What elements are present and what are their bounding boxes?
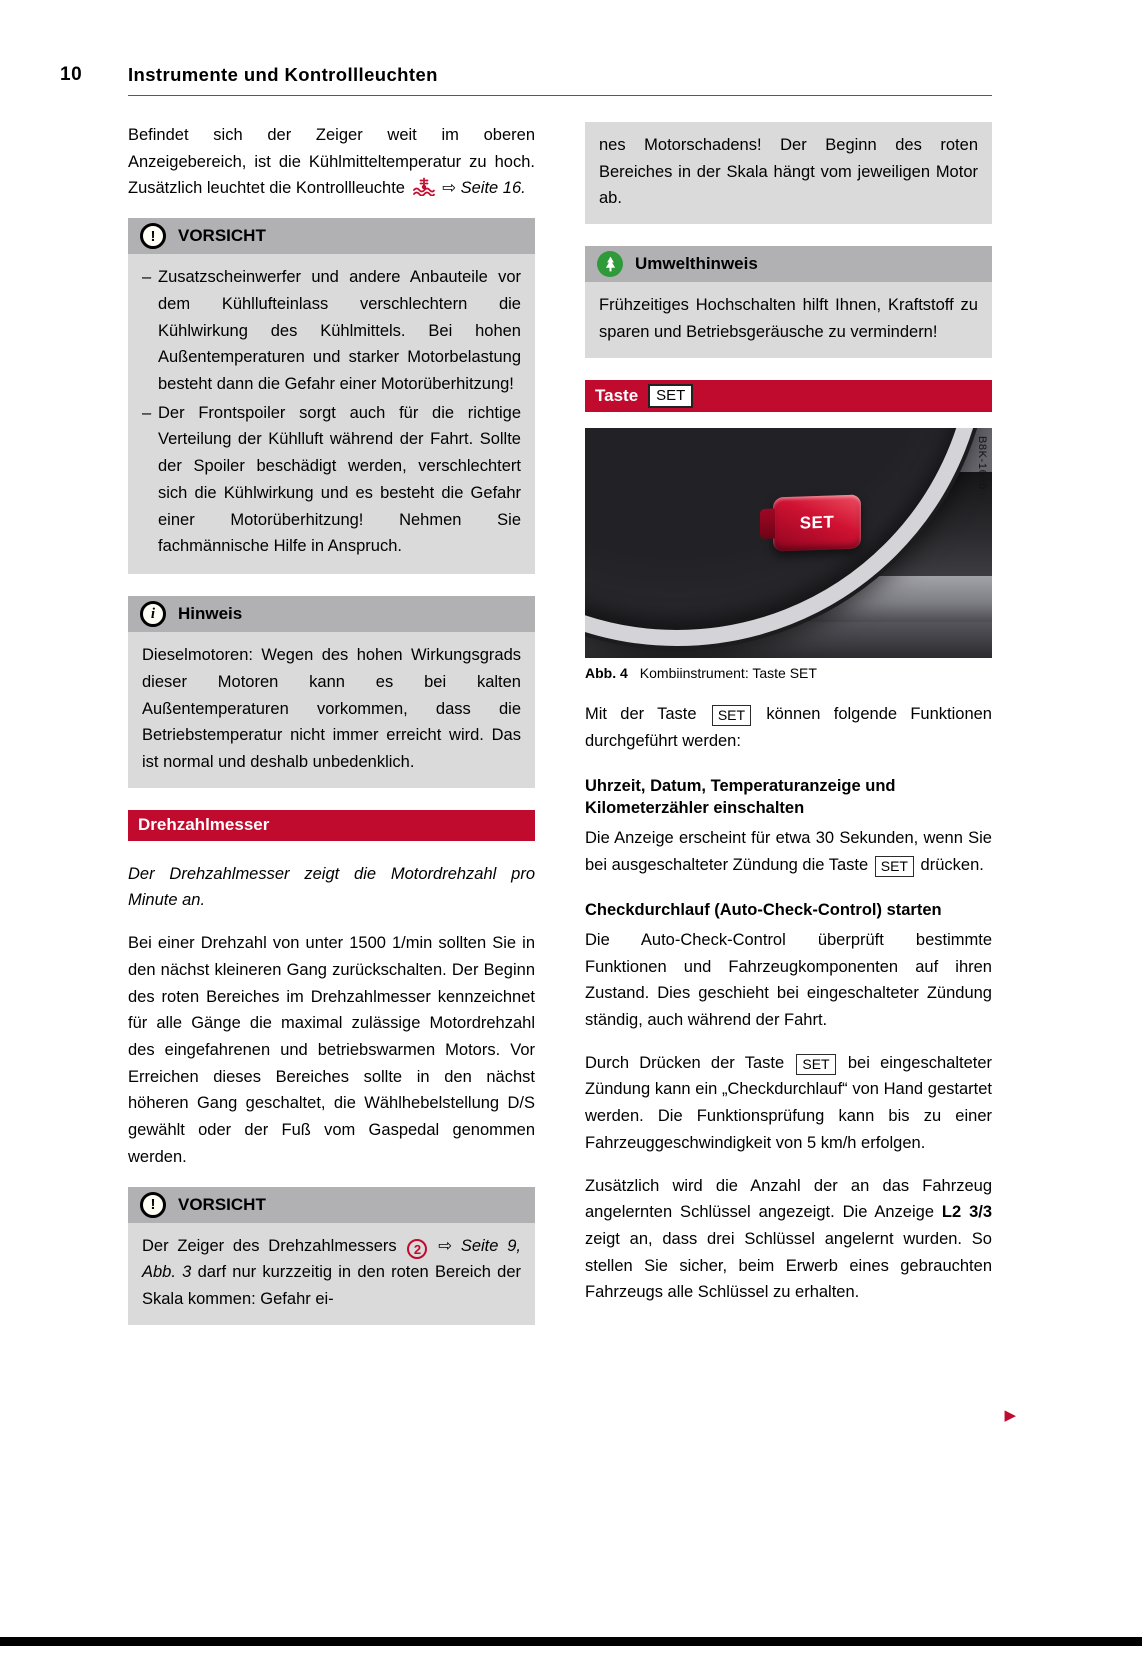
column-right <box>585 122 992 1347</box>
caution-box-2 <box>128 1187 535 1325</box>
caution-box-body <box>128 254 535 574</box>
paragraph-text: Mit der Taste <box>585 705 710 724</box>
eco-box-body: Frühzeitiges Hochschalten hilft Ihnen, Kraftstoff zu sparen und Betriebsgeräusche zu vermindern! <box>585 282 992 357</box>
note-box <box>128 596 535 788</box>
drehzahl-paragraph: Bei einer Drehzahl von unter 1500 1/min sollten Sie in den nächst kleineren Gang zurückschalten. Der Beginn des roten Bereiches im Drehzahlmesser kennzeichnet für alle Gänge die maximal zulässige Motordrehzahl des eingefahrenen und betriebswarmen Motors. Vor Erreichen dieses Bereiches sollte in den nächst höheren Gang geschaltet, die Wählhebelstellung D/S gewählt oder der Fuß vom Gaspedal genommen werden. <box>128 934 535 1166</box>
info-glyph: i <box>150 605 156 622</box>
check-paragraph-1: Die Auto-Check-Control überprüft bestimmte Funktionen und Fahrzeugkomponenten auf ihren Zustand. Dies geschieht bei eingeschalteter Zündung ständig, auch während der Fahrt. <box>585 930 992 1030</box>
set-key-label: SET <box>717 707 746 724</box>
section-header-taste-set <box>585 380 992 412</box>
instrument-cluster-photo <box>585 428 992 658</box>
eco-title: Umwelthinweis <box>635 254 758 274</box>
page-continues-marker: ▶ <box>1004 1407 1016 1424</box>
page-title: Instrumente und Kontrollleuchten <box>128 64 438 85</box>
paragraph-text: können folgende Funktionen durchgeführt werden: <box>585 705 992 750</box>
footer-bar <box>0 1637 1142 1646</box>
subheading-checkdurchlauf: Checkdurchlauf (Auto-Check-Control) starten <box>585 900 942 919</box>
figure-caption-label: Abb. 4 <box>585 664 628 681</box>
caution-box-header <box>128 218 535 254</box>
subheading-uhrzeit: Uhrzeit, Datum, Temperaturanzeige und Kilometerzähler einschalten <box>585 776 896 817</box>
section-header-drehzahlmesser <box>128 810 535 841</box>
page-number: 10 <box>60 64 83 85</box>
caution-box-header <box>128 1187 535 1223</box>
set-button <box>773 494 861 551</box>
key-count-value: L2 3/3 <box>941 1203 993 1222</box>
eco-note-box <box>585 246 992 357</box>
caution-text: darf nur kurzzeitig in den roten Bereich der Skala kommen: Gefahr ei- <box>142 1263 521 1308</box>
uhrzeit-paragraph <box>585 825 992 878</box>
intro-paragraph <box>128 122 535 202</box>
photo-code: B8K-1600 <box>976 435 988 490</box>
paragraph-text: bei eingeschalteter Zündung kann ein „Checkdurchlauf“ von Hand gestartet werden. Die Funktionsprüfung kann bis zu einer Fahrzeuggeschwindigkeit von 5 km/h erfolgen. <box>585 1053 992 1152</box>
exclamation-glyph: ! <box>150 227 156 245</box>
set-keycap <box>648 384 693 408</box>
section-title: Taste <box>595 385 639 405</box>
set-keycap-inline <box>875 856 914 877</box>
exclamation-circle-icon <box>140 223 166 249</box>
callout-2-number: 2 <box>413 1241 422 1257</box>
paragraph-text: Die Anzeige erscheint für etwa 30 Sekunden, wenn Sie bei ausgeschalteter Zündung die Taste <box>585 829 992 874</box>
note-title: Hinweis <box>178 604 243 624</box>
check-paragraph-2 <box>585 1050 992 1157</box>
note-box-header <box>128 596 535 632</box>
caution-item: – Der Frontspoiler sorgt auch für die richtige Verteilung der Kühlluft während der Fahrt. Sollte der Spoiler beschädigt werden, verschlechtert sich die Kühlwirkung und es besteht die Gefahr einer Motorüberhitzung! Nehmen Sie fachmännische Hilfe in Anspruch. <box>142 400 521 560</box>
page-header <box>60 64 992 86</box>
set-button-label: SET <box>799 511 835 533</box>
page-reference: ⇨ Seite 16. <box>442 179 526 198</box>
caution-title: VORSICHT <box>178 1194 266 1214</box>
caution-box-1 <box>128 218 535 574</box>
caution-title: VORSICHT <box>178 226 266 246</box>
tree-glyph <box>603 256 618 272</box>
set-key-label: SET <box>656 386 686 404</box>
callout-2-badge <box>407 1239 427 1259</box>
note-box-body: Dieselmotoren: Wegen des hohen Wirkungsgrads dieser Motoren kann es bei kalten Außentemperaturen vorkommen, dass die Betriebstemperatur nicht immer erreicht wird. Das ist normal und deshalb unbedenklich. <box>128 632 535 788</box>
exclamation-glyph: ! <box>150 1196 156 1214</box>
check-paragraph-3 <box>585 1173 992 1307</box>
coolant-temperature-icon <box>413 177 435 196</box>
header-rule <box>128 95 992 96</box>
column-left <box>128 122 535 1347</box>
section-title: Drehzahlmesser <box>138 815 270 835</box>
figure-reference: ⇨ Seite 9, Abb. 3 <box>142 1236 521 1282</box>
set-key-label: SET <box>880 857 908 874</box>
caution-item: – Zusatzscheinwerfer und andere Anbauteile vor dem Kühllufteinlass verschlechtern die Kühlwirkung des Kühlmittels. Bei hohen Außentemperaturen und starker Motorbelastung besteht dann die Gefahr einer Motorüberhitzung! <box>142 264 521 398</box>
paragraph-text: Zusätzlich wird die Anzahl der an das Fahrzeug angelernten Schlüssel angezeigt. Die Anzeige <box>585 1176 992 1222</box>
content-columns <box>128 122 992 1347</box>
paragraph-text: drücken. <box>915 855 984 874</box>
figure-caption-text: Kombiinstrument: Taste SET <box>639 664 817 681</box>
set-key-label: SET <box>802 1055 830 1072</box>
lead-paragraph: Der Drehzahlmesser zeigt die Motordrehzahl pro Minute an. <box>128 864 535 910</box>
set-keycap-inline <box>712 705 751 726</box>
figure-abb4 <box>585 428 992 684</box>
exclamation-circle-icon <box>140 1192 166 1218</box>
paragraph-text: Durch Drücken der Taste <box>585 1053 795 1072</box>
caution-continuation: nes Motorschadens! Der Beginn des roten Bereiches in der Skala hängt vom jeweiligen Motor ab. <box>585 122 992 224</box>
paragraph-text: zeigt an, dass drei Schlüssel angelernt wurden. So stellen Sie sicher, beim Erwerb eines gebrauchten Fahrzeugs alle Schlüssel zu erhalten. <box>585 1230 992 1302</box>
set-intro-paragraph <box>585 701 992 754</box>
intro-text: Befindet sich der Zeiger weit im oberen Anzeigebereich, ist die Kühlmitteltemperatur zu hoch. Zusätzlich leuchtet die Kontrollleuchte <box>128 126 535 198</box>
info-circle-icon <box>140 601 166 627</box>
caution-box-body <box>128 1223 535 1325</box>
eco-box-header <box>585 246 992 282</box>
figure-caption <box>585 664 992 684</box>
eco-tree-icon <box>597 251 623 277</box>
set-keycap-inline <box>796 1054 835 1075</box>
caution-text: Der Zeiger des Drehzahlmessers <box>142 1236 406 1255</box>
